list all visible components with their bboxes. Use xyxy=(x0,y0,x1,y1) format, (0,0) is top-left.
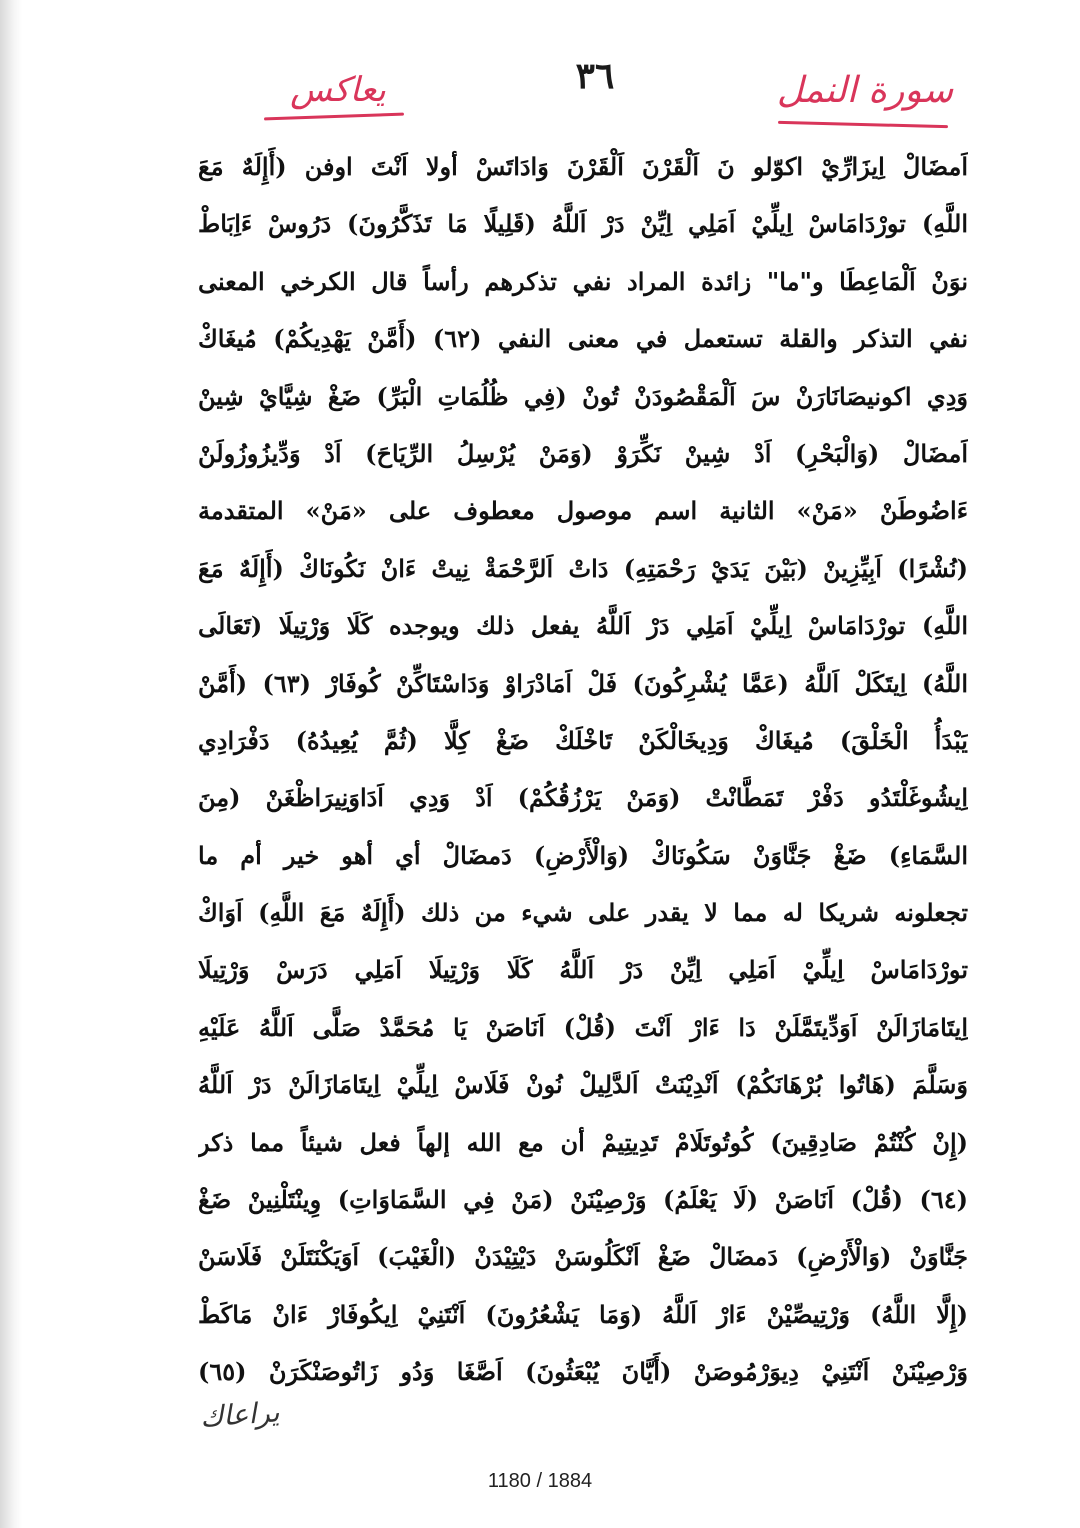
text-line: اَمضَالْ اِيزَارِّيْ اكوّلو نَ اَلْقَرْنَ اَلْقَرْنَ وَادَاتَسْ أولا اَنْتَ اوفن (أَإِلَهٌ مَعَ xyxy=(198,152,968,181)
text-line: نفي التذكر والقلة تستعمل في معنى النفي (٦٢) (أَمَّنْ يَهْدِيكُمْ) مُيغَاكْ xyxy=(198,324,968,354)
page-number: ٣٦ xyxy=(575,55,615,97)
text-line: السَّمَاءِ) ضَغْ جَنَّاوَنْ سَكُونَاكْ (وَالْأَرْضِ) دَمضَالْ أي أهو خير أم ما xyxy=(198,840,968,870)
text-line: يَبْدَأُ الْخَلْقَ) مُيغَاكْ وَدِيخَالْكَنْ تَاخْلَكْ ضَغْ كِلَّا (ثُمَّ يُعِيدُهُ) دَفْرَادِي xyxy=(198,725,968,755)
surah-title xyxy=(770,70,960,130)
text-line: ءَاضُوطَنْ «مَنْ» الثانية اسم موصول معطوف على «مَنْ» المتقدمة xyxy=(198,496,968,526)
surah-title-text: سورة النمل xyxy=(776,70,954,111)
text-line: وَرْصِيْنَنْ اَنْتَنِيْ دِيوَرْمُوصَنْ (أَيَّانَ يُبْعَثُونَ) اَصَّغَا وَدُو زَاتُوصَنْكَرَنْ (٦٥) xyxy=(198,1357,968,1387)
text-line: اللَّهُ) اِيتَكَلْ اَللَّهُ (عَمَّا يُشْرِكُونَ) فَلْ اَمَادْرَاوْ وَدَاسْتَاكِّنْ كُوفَارْ (٦٣) (أَمَّنْ xyxy=(198,668,968,698)
handwritten-note xyxy=(258,70,418,120)
text-line: وَسَلَّمَ (هَاتُوا بُرْهَانَكُمْ) اَنْدِيْنَتْ اَلدَّلِيلْ نُونْ فَلَاسْ اِيلِّيْ اِيتَامَازَالَنْ دَرْ اَللَّهُ xyxy=(198,1070,968,1100)
text-line: اللَّهِ) تورْدَامَاسْ اِيلِّيْ اَمَلِي اِيِّنْ دَرْ اَللَّهُ (قَلِيلًا مَا تَذَكَّرُونَ) دَرُوسْ ءَاِبَاطْ xyxy=(198,209,968,239)
text-line: (إِنْ كُنْتُمْ صَادِقِينَ) كُوتُوتَلَامْ تَدِيتِيمْ أن مع الله إلهاً فعل شيئاً مما ذكر xyxy=(198,1127,968,1157)
text-line: وَدِي اكونيصَانَارَنْ سَ اَلْمَقْصُودَنْ تُونْ (فِي ظُلُمَاتِ الْبَرِّ) ضَغْ شِيَّايْ شِينْ xyxy=(198,381,968,411)
handwritten-note-text: يعاكس xyxy=(290,70,386,110)
text-line: (إِلَّا اللَّهُ) وَرْتِيصِّيْنْ ءَارْ اَللَّهُ (وَمَا يَشْعُرُونَ) اَنْتَنِيْ اِيكُوفَارْ ءَانْ مَاكَطْ xyxy=(198,1299,968,1329)
surah-title-underline xyxy=(778,121,948,128)
handwritten-underline xyxy=(264,113,404,121)
scan-page-edge xyxy=(0,0,22,1528)
text-line: اللَّهِ) تورْدَامَاسْ اِيلِّيْ اَمَلِي دَرْ اَللَّهُ يفعل ذلك ويوجده كَلَا وَرْتِيلَا (تَعَالَى xyxy=(198,611,968,641)
text-line: جَنَّاوَنْ (وَالْأَرْضِ) دَمضَالْ ضَغْ اَنْكَلُوسَنْ دَيْتِيْدَنْ (الْغَيْبَ) اَوَيَكْنَتَلَنْ فَلَاسَنْ xyxy=(198,1242,968,1272)
text-line: تورْدَامَاسْ اِيلِّيْ اَمَلِي اِيِّنْ دَرْ اَللَّهُ كَلَا وَرْتِيلَا اَمَلِي دَرَسْ وَرْتِيلَا xyxy=(198,955,968,985)
page-counter: 1180 / 1884 xyxy=(487,1470,593,1492)
handwritten-signature: يراعاك xyxy=(199,1395,281,1434)
text-line: نوَنْ اَلْمَاعِطَا و"ما" زائدة المراد نفي تذكرهم رأساً قال الكرخي المعنى xyxy=(198,266,968,296)
text-line: اِيشُوغَلْتَدُو دَفْرْ تَمَطَّانْتْ (وَمَنْ يَرْزُقُكُمْ) اَدْ وَدِي اَدَاوَنِيرَاظْغَنْ (مِنَ xyxy=(198,783,968,813)
text-line: اِيتَامَازَالَنْ اَوَدِّيتَمَّلَنْ دَا ءَارْ اَنْتَ (قُلْ) اَنَاصَنْ يَا مُحَمَّدْ صَلَّى اَللَّهُ عَلَيْهِ xyxy=(198,1012,968,1042)
text-line: اَمضَالْ (وَالْبَحْرِ) اَدْ شِينْ نَكِّرَوْ (وَمَنْ يُرْسِلُ الرِّيَاحَ) اَدْ وَدِّيزُوزُولَنْ xyxy=(198,438,968,468)
text-line: (٦٤) (قُلْ) اَنَاصَنْ (لَا يَعْلَمُ) وَرْصِيْنَنْ (مَنْ فِي السَّمَاوَاتِ) وِينْتَلْنِينْ ضَغْ xyxy=(198,1185,968,1215)
text-line: (نُشْرًا) اَبِيِّزِينْ (بَيْنَ يَدَيْ رَحْمَتِهِ) دَاتْ اَلرَّحْمَةْ نِيتْ ءَانْ نَكُونَاكْ (أَإِلَهٌ مَعَ xyxy=(198,553,968,583)
text-line: تجعلونه شريكا له مما لا يقدر على شيء من ذلك (أَإِلَهٌ مَعَ اللَّهِ) اَوَاكْ xyxy=(198,898,968,928)
page-body-text xyxy=(198,138,968,1401)
